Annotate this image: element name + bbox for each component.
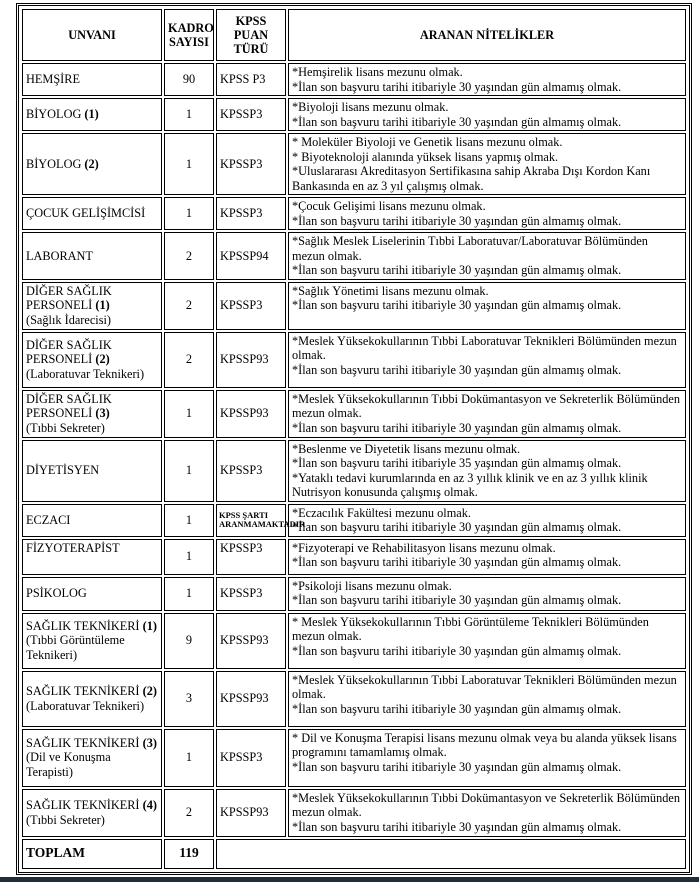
position-title: SAĞLIK TEKNİKERİ — [26, 798, 143, 812]
requirement-line: * Meslek Yüksekokullarının Tıbbi Görüntüleme Teknikleri Bölümünden mezun olmak. — [292, 614, 649, 643]
requirement-line: *Meslek Yüksekokullarının Tıbbi Dokümantasyon ve Sekreterlik Bölümünden mezun olmak. — [292, 391, 680, 420]
requirement-line: *Yataklı tedavi kurumlarında en az 3 yıllık klinik ve en az 3 yıllık klinik Nutrisyon konusunda çalışmış olmak. — [292, 470, 648, 499]
position-title-cell — [22, 282, 162, 330]
table-row — [22, 729, 686, 787]
requirements-cell — [288, 332, 686, 388]
requirement-line: *Sağlık Yönetimi lisans mezunu olmak. — [292, 283, 489, 298]
kadro-count: 1 — [164, 98, 214, 131]
requirement-line: *Fizyoterapi ve Rehabilitasyon lisans mezunu olmak. — [292, 540, 556, 555]
position-title-cell — [22, 232, 162, 280]
kadro-count: 1 — [164, 197, 214, 230]
position-title-cell — [22, 440, 162, 502]
requirement-line: *İlan son başvuru tarihi itibariyle 30 yaşından gün almamış olmak. — [292, 555, 622, 569]
position-title-cell — [22, 789, 162, 837]
position-title: ÇOCUK GELİŞİMCİSİ — [26, 206, 146, 221]
requirement-line: *İlan son başvuru tarihi itibariyle 30 yaşından gün almamış olmak. — [292, 263, 622, 277]
position-subtitle: (Tıbbi Görüntüleme Teknikeri) — [26, 633, 125, 662]
table-body — [22, 63, 686, 837]
total-row — [22, 839, 686, 869]
table-row — [22, 197, 686, 230]
kadro-count: 1 — [164, 539, 214, 575]
table-row — [22, 504, 686, 537]
position-title-cell — [22, 613, 162, 669]
position-title: BİYOLOG — [26, 156, 85, 171]
position-title: DİĞER SAĞLIK PERSONELİ — [26, 283, 112, 313]
kadro-count: 9 — [164, 613, 214, 669]
requirement-line: *İlan son başvuru tarihi itibariyle 30 yaşından gün almamış olmak. — [292, 298, 622, 312]
requirement-line: *İlan son başvuru tarihi itibariyle 30 yaşından gün almamış olmak. — [292, 520, 622, 534]
position-title-cell — [22, 98, 162, 131]
table-row — [22, 332, 686, 388]
kadro-count: 1 — [164, 390, 214, 438]
requirement-line: *Biyoloji lisans mezunu olmak. — [292, 100, 449, 114]
position-title-cell — [22, 671, 162, 727]
position-number: (1) — [95, 298, 110, 313]
position-number: (3) — [142, 735, 157, 750]
kpss-score-type: KPSSP3 — [216, 440, 286, 502]
requirement-line: *İlan son başvuru tarihi itibariyle 30 yaşından gün almamış olmak. — [292, 701, 622, 716]
table-row — [22, 539, 686, 575]
kpss-score-type: KPSSP93 — [216, 332, 286, 388]
requirement-line: *Sağlık Meslek Liselerinin Tıbbi Laboratuvar/Laboratuvar Bölümünden mezun olmak. — [292, 234, 648, 263]
requirements-cell — [288, 729, 686, 787]
requirements-cell — [288, 232, 686, 280]
requirement-line: *Meslek Yüksekokullarının Tıbbi Laboratuvar Teknikleri Bölümünden mezun olmak. — [292, 672, 677, 701]
position-title-cell — [22, 504, 162, 537]
position-title: SAĞLIK TEKNİKERİ — [26, 618, 143, 633]
table-row — [22, 133, 686, 195]
table-row — [22, 577, 686, 611]
requirement-line: *İlan son başvuru tarihi itibariyle 30 yaşından gün almamış olmak. — [292, 593, 622, 607]
requirements-cell — [288, 98, 686, 131]
kadro-count: 1 — [164, 577, 214, 611]
requirements-cell — [288, 613, 686, 669]
requirement-line: * Moleküler Biyoloji ve Genetik lisans mezunu olmak. — [292, 135, 563, 149]
table-row — [22, 390, 686, 438]
position-title: SAĞLIK TEKNİKERİ — [26, 684, 143, 698]
kadro-count: 1 — [164, 729, 214, 787]
kadro-count: 2 — [164, 232, 214, 280]
position-title: ECZACI — [26, 512, 71, 527]
requirements-cell — [288, 133, 686, 195]
requirement-line: *Uluslararası Akreditasyon Sertifikasına sahip Akraba Dışı Kordon Kanı Bankasında en az 3 yıl çalışmış olmak. — [292, 164, 651, 193]
table-row — [22, 671, 686, 727]
kpss-score-type: KPSSP3 — [216, 282, 286, 330]
kpss-score-type: KPSSP94 — [216, 232, 286, 280]
position-title-cell — [22, 133, 162, 195]
bottom-dark-strip — [0, 877, 699, 882]
table-row — [22, 232, 686, 280]
header-unvani: UNVANI — [22, 9, 162, 61]
table-row — [22, 282, 686, 330]
requirement-line: *İlan son başvuru tarihi itibariyle 30 yaşından gün almamış olmak. — [292, 420, 622, 435]
position-title: FİZYOTERAPİST — [26, 540, 120, 555]
table-header-row — [22, 9, 686, 61]
header-kpss-puan-turu — [216, 9, 286, 61]
kpss-score-type: KPSS ŞARTI ARANMAMAKTADIR — [216, 504, 286, 537]
total-label: TOPLAM — [22, 839, 162, 869]
position-title-cell — [22, 577, 162, 611]
kadro-count: 2 — [164, 282, 214, 330]
positions-table-frame — [16, 3, 692, 875]
position-number: (4) — [142, 798, 157, 812]
table-row — [22, 789, 686, 837]
kadro-count: 1 — [164, 440, 214, 502]
position-subtitle: (Tıbbi Sekreter) — [26, 420, 105, 435]
header-aranan-nitelikler: ARANAN NİTELİKLER — [288, 9, 686, 61]
kadro-count: 3 — [164, 671, 214, 727]
requirement-line: *İlan son başvuru tarihi itibariyle 30 yaşından gün almamış olmak. — [292, 643, 622, 658]
position-title-cell — [22, 729, 162, 787]
kadro-count: 90 — [164, 63, 214, 96]
requirement-line: *İlan son başvuru tarihi itibariyle 30 yaşından gün almamış olmak. — [292, 213, 622, 228]
kpss-score-type: KPSSP93 — [216, 390, 286, 438]
requirements-cell — [288, 504, 686, 537]
kadro-count: 1 — [164, 133, 214, 195]
position-number: (3) — [95, 406, 110, 421]
position-title-cell — [22, 197, 162, 230]
kpss-score-type: KPSSP3 — [216, 133, 286, 195]
requirement-line: * Biyoteknoloji alanında yüksek lisans yapmış olmak. — [292, 149, 559, 164]
header-kadro-sayisi — [164, 9, 214, 61]
position-title: SAĞLIK TEKNİKERİ — [26, 735, 143, 750]
requirements-cell — [288, 539, 686, 575]
requirement-line: *Çocuk Gelişimi lisans mezunu olmak. — [292, 199, 486, 213]
requirements-cell — [288, 440, 686, 502]
kpss-score-type: KPSSP3 — [216, 577, 286, 611]
kpss-score-type: KPSSP93 — [216, 613, 286, 669]
position-subtitle: (Sağlık İdarecisi) — [26, 312, 112, 327]
requirement-line: *Meslek Yüksekokullarının Tıbbi Laboratuvar Teknikleri Bölümünden mezun olmak. — [292, 333, 677, 362]
position-title: PSİKOLOG — [26, 586, 87, 601]
position-number: (1) — [142, 618, 157, 633]
position-title-cell — [22, 539, 162, 575]
requirements-cell — [288, 390, 686, 438]
position-title: DİYETİSYEN — [26, 463, 100, 478]
requirements-cell — [288, 197, 686, 230]
requirement-line: *Meslek Yüksekokullarının Tıbbi Dokümantasyon ve Sekreterlik Bölümünden mezun olmak. — [292, 790, 680, 819]
position-title: DİĞER SAĞLIK PERSONELİ — [26, 391, 112, 421]
requirement-line: *İlan son başvuru tarihi itibariyle 30 yaşından gün almamış olmak. — [292, 79, 622, 94]
kpss-score-type: KPSSP3 — [216, 729, 286, 787]
position-title-cell — [22, 332, 162, 388]
requirements-cell — [288, 789, 686, 837]
table-row — [22, 98, 686, 131]
header-kpss-line: TÜRÜ — [233, 42, 269, 56]
table-row — [22, 440, 686, 502]
positions-table — [20, 7, 688, 871]
header-kpss-line: KPSS — [235, 14, 267, 28]
position-title-cell — [22, 390, 162, 438]
requirement-line: *Eczacılık Fakültesi mezunu olmak. — [292, 505, 471, 520]
kpss-score-type: KPSS P3 — [216, 63, 286, 96]
kpss-score-type: KPSSP3 — [216, 98, 286, 131]
header-kpss-line: PUAN — [233, 28, 269, 42]
requirement-line: *İlan son başvuru tarihi itibariyle 30 yaşından gün almamış olmak. — [292, 114, 622, 129]
kpss-score-type: KPSSP93 — [216, 789, 286, 837]
total-empty-cell — [216, 839, 686, 869]
position-number: (2) — [95, 352, 110, 367]
total-value: 119 — [164, 839, 214, 869]
position-title: HEMŞİRE — [26, 72, 80, 87]
position-title: LABORANT — [26, 248, 93, 263]
kpss-score-type: KPSSP3 — [216, 197, 286, 230]
table-row — [22, 63, 686, 96]
position-title-cell — [22, 63, 162, 96]
requirement-line: *Hemşirelik lisans mezunu olmak. — [292, 65, 463, 79]
requirement-line: *İlan son başvuru tarihi itibariyle 30 yaşından gün almamış olmak. — [292, 819, 622, 834]
position-subtitle: (Tıbbi Sekreter) — [26, 812, 105, 827]
requirements-cell — [288, 671, 686, 727]
position-title: DİĞER SAĞLIK PERSONELİ — [26, 337, 112, 367]
table-row — [22, 613, 686, 669]
position-number: (2) — [84, 156, 99, 171]
requirements-cell — [288, 63, 686, 96]
kpss-score-type: KPSSP93 — [216, 671, 286, 727]
requirement-line: *İlan son başvuru tarihi itibariyle 30 yaşından gün almamış olmak. — [292, 362, 622, 377]
kadro-count: 2 — [164, 789, 214, 837]
position-subtitle: (Laboratuvar Teknikeri) — [26, 366, 145, 381]
kadro-count: 2 — [164, 332, 214, 388]
position-title: BİYOLOG — [26, 107, 85, 122]
requirements-cell — [288, 282, 686, 330]
header-kadro-line: SAYISI — [169, 35, 209, 49]
header-kadro-line: KADRO — [168, 21, 214, 35]
requirement-line: * Dil ve Konuşma Terapisi lisans mezunu olmak veya bu alanda yüksek lisans programını tamamlamış olmak. — [292, 730, 677, 759]
position-subtitle: (Laboratuvar Teknikeri) — [26, 698, 145, 713]
requirement-line: *İlan son başvuru tarihi itibariyle 35 yaşından gün almamış olmak. — [292, 456, 622, 470]
kpss-score-type: KPSSP3 — [216, 539, 286, 575]
requirement-line: *İlan son başvuru tarihi itibariyle 30 yaşından gün almamış olmak. — [292, 759, 622, 774]
requirements-cell — [288, 577, 686, 611]
position-number: (1) — [84, 107, 99, 122]
position-subtitle: (Dil ve Konuşma Terapisti) — [26, 750, 111, 779]
kadro-count: 1 — [164, 504, 214, 537]
requirement-line: *Psikoloji lisans mezunu olmak. — [292, 578, 452, 593]
position-number: (2) — [142, 684, 157, 698]
requirement-line: *Beslenme ve Diyetetik lisans mezunu olmak. — [292, 441, 521, 456]
